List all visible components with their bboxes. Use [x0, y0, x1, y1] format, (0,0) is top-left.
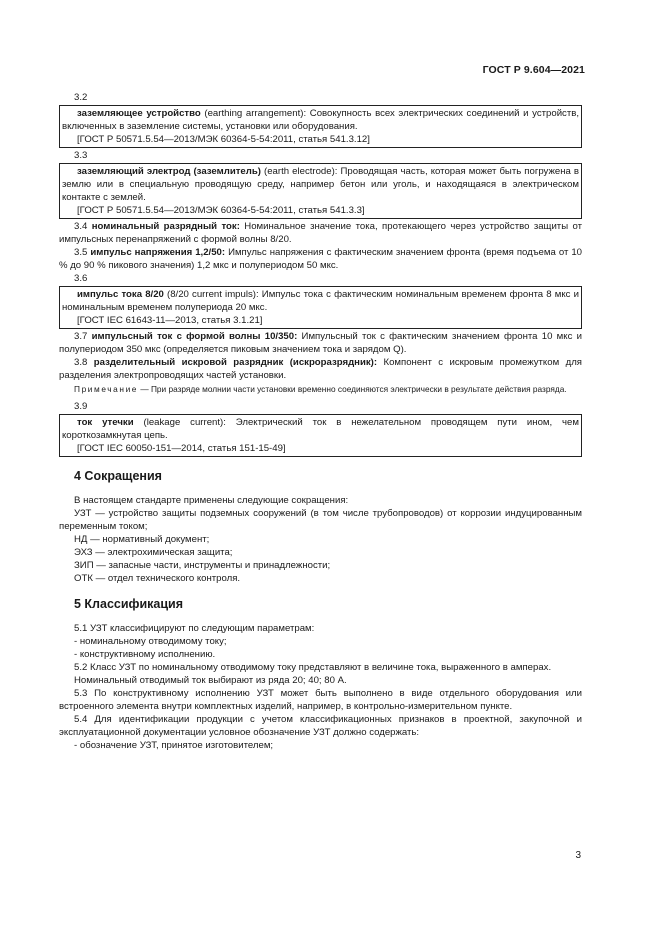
document-header: ГОСТ Р 9.604—2021 [482, 64, 585, 76]
term-source: [ГОСТ IEC 60050-151—2014, статья 151-15-49] [77, 443, 286, 454]
term-number: 3.9 [74, 401, 88, 412]
term-source: [ГОСТ Р 50571.5.54—2013/МЭК 60364-5-54:2011, статья 541.3.12] [77, 134, 370, 145]
term-box [59, 163, 582, 219]
term-text: Импульсный ток с фактическим значением фронта 10 мкс и полупериодом 350 мкс (определяется пиковым значением тока и зарядом Q). [59, 331, 582, 355]
term-number: 3.3 [74, 150, 88, 161]
term-name: номинальный разрядный ток: [91, 221, 240, 232]
term-name: импульс тока 8/20 [77, 289, 164, 300]
term-box [59, 414, 582, 457]
note [59, 383, 582, 395]
term-box [59, 286, 582, 329]
term-text: Электрический ток в нежелательном проводящем пути ином, чем короткозамкнутая цепь. [62, 417, 579, 441]
abbreviation-item: УЗТ — устройство защиты подземных сооружений (в том числе трубопроводов) от коррозии индуцированным переменным током; [59, 508, 582, 532]
abbreviation-item: ЭХЗ — электрохимическая защита; [74, 547, 233, 558]
term-name: ток утечки [77, 417, 134, 428]
term-text: Номинальное значение тока, протекающего через устройство защиты от импульсных перенапряжений с формой волны 8/20. [59, 221, 583, 245]
paragraph: 5.4 Для идентификации продукции с учетом классификационных признаков в проектной, закупочной и эксплуатационной документации условное обозначение УЗТ должно содержать: [59, 714, 582, 738]
term-definition [62, 416, 579, 442]
term-english: (8/20 current impuls): [163, 289, 262, 300]
term-english: (leakage current): [133, 417, 236, 428]
term-number: 3.8 [74, 357, 88, 368]
note-label: Примечание [74, 384, 139, 394]
term-number: 3.7 [74, 331, 88, 342]
page-content [59, 91, 582, 752]
term-definition [62, 107, 579, 133]
term-name: импульсный ток с формой волны 10/350: [91, 331, 298, 342]
abbreviation-item: ЗИП — запасные части, инструменты и принадлежности; [74, 560, 331, 571]
list-item: - конструктивному исполнению. [74, 649, 216, 660]
abbreviation-item: НД — нормативный документ; [74, 534, 210, 545]
term-english: (earthing arrangement): [200, 108, 310, 119]
term-paragraph [59, 246, 582, 272]
section-title: 5 Классификация [74, 597, 184, 611]
term-definition [62, 165, 579, 204]
term-number: 3.6 [74, 273, 88, 284]
paragraph: 5.3 По конструктивному исполнению УЗТ может быть выполнено в виде отдельного оборудования или встроенного элемента внутри комплектных изделий, например, в контрольно-измерительном пункте. [59, 688, 582, 712]
term-source: [ГОСТ IEC 61643-11—2013, статья 3.1.21] [77, 315, 263, 326]
term-number: 3.2 [74, 92, 88, 103]
term-name: заземляющее устройство [77, 108, 201, 119]
list-item: - обозначение УЗТ, принятое изготовителем; [74, 740, 274, 751]
abbreviation-item: ОТК — отдел технического контроля. [74, 573, 241, 584]
paragraph: 5.2 Класс УЗТ по номинальному отводимому току представляют в величине тока, выраженного в амперах. [74, 662, 552, 673]
paragraph: 5.1 УЗТ классифицируют по следующим параметрам: [74, 623, 315, 634]
term-box [59, 105, 582, 148]
term-text: Проводящая часть, которая может быть погружена в землю или в специальную проводящую среду, например бетон или уголь, и находящаяся в электрическом контакте с землей. [62, 166, 579, 203]
term-definition [62, 288, 579, 314]
section-title: 4 Сокращения [74, 469, 162, 483]
paragraph: Номинальный отводимый ток выбирают из ряда 20; 40; 80 А. [74, 675, 347, 686]
note-text: — При разряде молнии части установки временно соединяются электрически в результате действия разряда. [138, 384, 567, 394]
list-item: - номинальному отводимому току; [74, 636, 227, 647]
section-intro: В настоящем стандарте применены следующие сокращения: [74, 495, 349, 506]
term-text: Импульс тока с фактическим номинальным временем фронта 8 мкс и номинальным временем полупериода 20 мкс. [62, 289, 579, 313]
term-number: 3.5 [74, 247, 88, 258]
term-paragraph [59, 220, 582, 246]
term-number: 3.4 [74, 221, 88, 232]
term-name: заземляющий электрод (заземлитель) [77, 166, 261, 177]
term-paragraph [59, 356, 582, 382]
term-name: разделительный искровой разрядник (искроразрядник): [93, 357, 378, 368]
term-text: Компонент с искровым промежутком для разделения электропроводящих частей установки. [59, 357, 582, 381]
term-name: импульс напряжения 1,2/50: [90, 247, 226, 258]
term-text: Совокупность всех электрических соединений и устройств, включенных в заземление системы, установки или оборудования. [62, 108, 580, 132]
term-text: Импульс напряжения с фактическим значением фронта (время подъема от 10 % до 90 % пикового значения) 1,2 мкс и полупериодом 50 мкс. [59, 247, 582, 271]
term-source: [ГОСТ Р 50571.5.54—2013/МЭК 60364-5-54:2011, статья 541.3.3] [77, 205, 365, 216]
term-paragraph [59, 330, 582, 356]
term-english: (earth electrode): [260, 166, 341, 177]
page-number: 3 [575, 850, 581, 861]
